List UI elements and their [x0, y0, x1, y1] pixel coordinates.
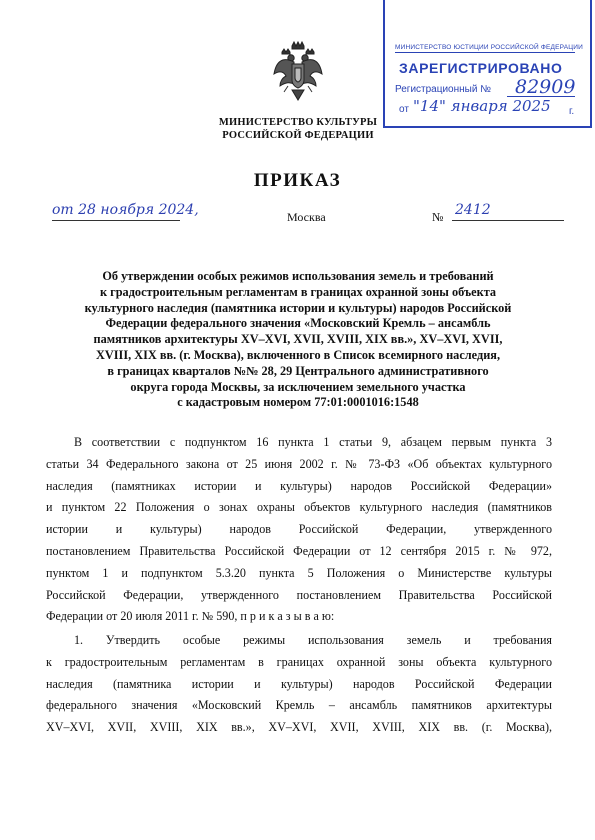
paragraph-item-1 — [46, 630, 552, 739]
ministry-header — [200, 116, 396, 142]
body-line: Российской Федерации, утвержденного постановлением Правительства Российской — [46, 587, 552, 602]
stamp-date: "14" января 2025 — [413, 97, 551, 115]
stamp-reg-number: 82909 — [515, 76, 576, 98]
ministry-line1: МИНИСТЕРСТВО КУЛЬТУРЫ — [218, 117, 378, 128]
heading-line: с кадастровым номером 77:01:0001016:1548 — [177, 395, 419, 410]
heading-line: в границах кварталов №№ 28, 29 Центрального административного — [107, 363, 489, 378]
heading-line: Федерации федерального значения «Московский Кремль – ансамбль — [105, 316, 491, 331]
stamp-divider — [395, 52, 575, 53]
registration-stamp — [383, 0, 592, 128]
body-line: постановлением Правительства Российской Федерации от 12 сентября 2015 г. № 972, — [46, 543, 552, 558]
paragraph-preamble — [46, 432, 552, 628]
order-date-underline — [52, 220, 180, 221]
order-number-underline — [452, 220, 564, 221]
body-line: федерального значения «Московский Кремль – ансамбль памятников архитектуры — [46, 698, 552, 713]
order-number-label: № — [432, 210, 444, 224]
body-line: статьи 34 Федерального закона от 25 июня 2002 г. № 73-ФЗ «Об объектах культурного — [46, 456, 552, 471]
body-line: пунктом 1 и подпунктом 5.3.20 пункта 5 Положения о Министерстве культуры — [46, 565, 552, 580]
heading-line: памятников архитектуры XV–XVI, XVII, XVIII, XIX вв.», XV–XVI, XVII, — [93, 332, 503, 347]
body-line: В соответствии с подпунктом 16 пункта 1 статьи 9, абзацем первым пункта 3 — [74, 435, 552, 449]
heading-line: округа города Москвы, за исключением земельного участка — [130, 379, 466, 394]
body-line: Федерации от 20 июля 2011 г. № 590, п р и к а з ы в а ю: — [46, 609, 335, 624]
heading-line: культурного наследия (памятника истории и культуры) народов Российской — [84, 300, 512, 315]
stamp-ministry: МИНИСТЕРСТВО ЮСТИЦИИ РОССИЙСКОЙ ФЕДЕРАЦИИ — [395, 44, 584, 51]
order-heading — [62, 269, 534, 411]
body-line: наследия (памятниках истории и культуры) народов Российской Федерации» — [46, 478, 552, 493]
stamp-reg-label: Регистрационный № — [395, 84, 491, 95]
stamp-from-label: от — [399, 104, 409, 115]
order-city: Москва — [287, 210, 326, 224]
heading-line: XVIII, XIX вв. (г. Москва), включенного в Список всемирного наследия, — [95, 347, 501, 362]
order-title: ПРИКАЗ — [253, 170, 342, 191]
ministry-line2: РОССИЙСКОЙ ФЕДЕРАЦИИ — [222, 130, 374, 141]
body-line: наследия (памятника истории и культуры) народов Российской Федерации — [46, 676, 552, 691]
stamp-year-suffix: г. — [569, 106, 575, 117]
heading-line: к градостроительным регламентам в границах охранной зоны объекта — [99, 284, 497, 299]
body-line: XV–XVI, XVII, XVIII, XIX вв.», XV–XVI, XVII, XVIII, XIX вв. (г. Москва), — [46, 720, 552, 735]
order-number: 2412 — [455, 202, 491, 218]
order-date: от 28 ноября 2024, — [52, 202, 199, 218]
body-line: к градостроительным регламентам в границах охранной зоны объекта культурного — [46, 654, 552, 669]
stamp-title: ЗАРЕГИСТРИРОВАНО — [399, 60, 563, 76]
body-line: истории и культуры) народов Российской Федерации, утвержденного — [46, 522, 552, 537]
coat-of-arms-icon — [272, 40, 324, 104]
body-line: и пунктом 22 Положения о зонах охраны объектов культурного наследия (памятников — [46, 500, 552, 515]
heading-line: Об утверждении особых режимов использования земель и требований — [102, 269, 494, 283]
body-line: 1. Утвердить особые режимы использования земель и требования — [74, 633, 552, 647]
